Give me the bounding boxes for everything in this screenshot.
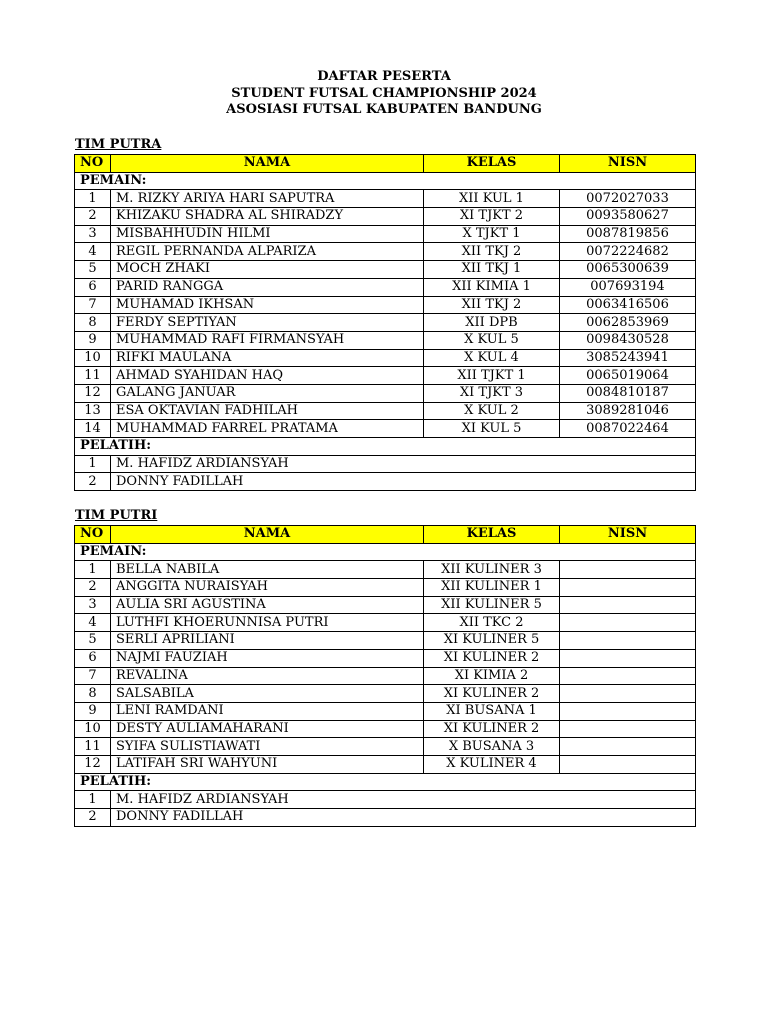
coach-no: 2 xyxy=(75,473,111,491)
player-row xyxy=(75,384,696,402)
player-no: 4 xyxy=(75,614,111,632)
coach-no: 2 xyxy=(75,809,111,827)
player-no: 2 xyxy=(75,579,111,597)
player-name: DESTY AULIAMAHARANI xyxy=(111,720,424,738)
pemain-label: PEMAIN: xyxy=(75,172,696,190)
player-name: LUTHFI KHOERUNNISA PUTRI xyxy=(111,614,424,632)
player-name: SYIFA SULISTIAWATI xyxy=(111,738,424,756)
player-kelas: X KUL 2 xyxy=(424,402,560,420)
player-kelas: XI KULINER 2 xyxy=(424,720,560,738)
player-nisn: 3089281046 xyxy=(560,402,696,420)
player-nisn xyxy=(560,667,696,685)
player-name: PARID RANGGA xyxy=(111,278,424,296)
player-name: MISBAHHUDIN HILMI xyxy=(111,225,424,243)
pemain-label: PEMAIN: xyxy=(75,543,696,561)
player-no: 7 xyxy=(75,667,111,685)
player-kelas: XII TKJ 1 xyxy=(424,261,560,279)
coach-name: DONNY FADILLAH xyxy=(111,473,696,491)
player-name: NAJMI FAUZIAH xyxy=(111,649,424,667)
player-name: FERDY SEPTIYAN xyxy=(111,314,424,332)
player-nisn: 0098430528 xyxy=(560,331,696,349)
player-kelas: XII TKC 2 xyxy=(424,614,560,632)
player-name: ANGGITA NURAISYAH xyxy=(111,579,424,597)
player-nisn xyxy=(560,702,696,720)
player-name: SERLI APRILIANI xyxy=(111,632,424,650)
player-no: 2 xyxy=(75,208,111,226)
header-kelas: KELAS xyxy=(424,155,560,173)
player-row xyxy=(75,225,696,243)
player-row xyxy=(75,243,696,261)
player-name: LATIFAH SRI WAHYUNI xyxy=(111,755,424,773)
player-kelas: X TJKT 1 xyxy=(424,225,560,243)
player-no: 1 xyxy=(75,190,111,208)
player-row xyxy=(75,349,696,367)
player-no: 1 xyxy=(75,561,111,579)
player-no: 12 xyxy=(75,384,111,402)
player-kelas: XI KULINER 5 xyxy=(424,632,560,650)
player-kelas: XII TJKT 1 xyxy=(424,367,560,385)
player-name: BELLA NABILA xyxy=(111,561,424,579)
header-nama: NAMA xyxy=(111,155,424,173)
player-kelas: XII KULINER 5 xyxy=(424,596,560,614)
player-name: MOCH ZHAKI xyxy=(111,261,424,279)
player-name: REGIL PERNANDA ALPARIZA xyxy=(111,243,424,261)
player-row xyxy=(75,614,696,632)
player-name: MUHAMMAD RAFI FIRMANSYAH xyxy=(111,331,424,349)
player-name: M. RIZKY ARIYA HARI SAPUTRA xyxy=(111,190,424,208)
player-name: MUHAMMAD FARREL PRATAMA xyxy=(111,420,424,438)
player-row xyxy=(75,261,696,279)
player-kelas: XI KULINER 2 xyxy=(424,685,560,703)
player-no: 4 xyxy=(75,243,111,261)
player-kelas: XII TKJ 2 xyxy=(424,296,560,314)
player-row xyxy=(75,596,696,614)
player-row xyxy=(75,720,696,738)
player-kelas: X KUL 4 xyxy=(424,349,560,367)
player-kelas: XII KULINER 3 xyxy=(424,561,560,579)
pemain-group-row xyxy=(75,172,696,190)
player-row xyxy=(75,367,696,385)
player-kelas: XI KUL 5 xyxy=(424,420,560,438)
player-row xyxy=(75,314,696,332)
player-name: AHMAD SYAHIDAN HAQ xyxy=(111,367,424,385)
title-line-1: DAFTAR PESERTA xyxy=(317,69,451,84)
player-name: AULIA SRI AGUSTINA xyxy=(111,596,424,614)
player-kelas: XII KUL 1 xyxy=(424,190,560,208)
coach-name: M. HAFIDZ ARDIANSYAH xyxy=(111,791,696,809)
document-title xyxy=(0,69,768,119)
coach-no: 1 xyxy=(75,455,111,473)
coach-row xyxy=(75,455,696,473)
player-row xyxy=(75,208,696,226)
player-no: 7 xyxy=(75,296,111,314)
player-kelas: XI TJKT 3 xyxy=(424,384,560,402)
player-name: SALSABILA xyxy=(111,685,424,703)
player-kelas: X BUSANA 3 xyxy=(424,738,560,756)
player-no: 5 xyxy=(75,632,111,650)
player-name: KHIZAKU SHADRA AL SHIRADZY xyxy=(111,208,424,226)
player-nisn: 0063416506 xyxy=(560,296,696,314)
player-kelas: XII KULINER 1 xyxy=(424,579,560,597)
player-nisn xyxy=(560,755,696,773)
player-row xyxy=(75,685,696,703)
player-kelas: XII DPB xyxy=(424,314,560,332)
player-row xyxy=(75,667,696,685)
player-nisn: 3085243941 xyxy=(560,349,696,367)
pelatih-group-row xyxy=(75,438,696,456)
player-row xyxy=(75,296,696,314)
player-kelas: X KULINER 4 xyxy=(424,755,560,773)
player-row xyxy=(75,190,696,208)
player-nisn xyxy=(560,738,696,756)
player-no: 8 xyxy=(75,314,111,332)
player-name: MUHAMAD IKHSAN xyxy=(111,296,424,314)
player-no: 9 xyxy=(75,331,111,349)
player-no: 10 xyxy=(75,349,111,367)
header-row xyxy=(75,155,696,173)
player-no: 10 xyxy=(75,720,111,738)
header-kelas: KELAS xyxy=(424,526,560,544)
player-nisn xyxy=(560,614,696,632)
player-name: REVALINA xyxy=(111,667,424,685)
player-row xyxy=(75,755,696,773)
player-no: 3 xyxy=(75,225,111,243)
player-no: 12 xyxy=(75,755,111,773)
roster-table-putra xyxy=(74,154,696,491)
coach-row xyxy=(75,473,696,491)
player-nisn: 0087022464 xyxy=(560,420,696,438)
player-nisn: 0087819856 xyxy=(560,225,696,243)
header-no: NO xyxy=(75,155,111,173)
player-no: 11 xyxy=(75,367,111,385)
player-row xyxy=(75,402,696,420)
player-nisn: 0065019064 xyxy=(560,367,696,385)
header-no: NO xyxy=(75,526,111,544)
player-kelas: XI KIMIA 2 xyxy=(424,667,560,685)
player-row xyxy=(75,420,696,438)
header-nisn: NISN xyxy=(560,526,696,544)
pemain-group-row xyxy=(75,543,696,561)
player-nisn: 0072224682 xyxy=(560,243,696,261)
pelatih-label: PELATIH: xyxy=(75,438,696,456)
player-nisn: 0093580627 xyxy=(560,208,696,226)
player-no: 6 xyxy=(75,278,111,296)
coach-no: 1 xyxy=(75,791,111,809)
team-label-putri: TIM PUTRI xyxy=(75,508,158,523)
player-row xyxy=(75,561,696,579)
coach-row xyxy=(75,809,696,827)
player-name: RIFKI MAULANA xyxy=(111,349,424,367)
player-row xyxy=(75,649,696,667)
player-kelas: XI KULINER 2 xyxy=(424,649,560,667)
player-kelas: XII KIMIA 1 xyxy=(424,278,560,296)
player-kelas: X KUL 5 xyxy=(424,331,560,349)
team-label-putra: TIM PUTRA xyxy=(75,137,162,152)
player-row xyxy=(75,632,696,650)
player-kelas: XII TKJ 2 xyxy=(424,243,560,261)
header-row xyxy=(75,526,696,544)
header-nama: NAMA xyxy=(111,526,424,544)
player-nisn xyxy=(560,720,696,738)
player-row xyxy=(75,331,696,349)
player-no: 5 xyxy=(75,261,111,279)
player-nisn xyxy=(560,649,696,667)
pelatih-group-row xyxy=(75,773,696,791)
player-nisn: 007693194 xyxy=(560,278,696,296)
player-nisn xyxy=(560,596,696,614)
player-no: 9 xyxy=(75,702,111,720)
coach-name: M. HAFIDZ ARDIANSYAH xyxy=(111,455,696,473)
player-no: 6 xyxy=(75,649,111,667)
player-name: GALANG JANUAR xyxy=(111,384,424,402)
player-nisn: 0084810187 xyxy=(560,384,696,402)
player-no: 8 xyxy=(75,685,111,703)
player-nisn xyxy=(560,632,696,650)
player-name: ESA OKTAVIAN FADHILAH xyxy=(111,402,424,420)
player-row xyxy=(75,278,696,296)
coach-name: DONNY FADILLAH xyxy=(111,809,696,827)
coach-row xyxy=(75,791,696,809)
roster-table-putri xyxy=(74,525,696,827)
pelatih-label: PELATIH: xyxy=(75,773,696,791)
player-nisn xyxy=(560,561,696,579)
header-nisn: NISN xyxy=(560,155,696,173)
player-name: LENI RAMDANI xyxy=(111,702,424,720)
player-nisn xyxy=(560,685,696,703)
player-row xyxy=(75,738,696,756)
title-line-2: STUDENT FUTSAL CHAMPIONSHIP 2024 xyxy=(231,85,537,101)
player-row xyxy=(75,702,696,720)
player-row xyxy=(75,579,696,597)
player-nisn xyxy=(560,579,696,597)
player-kelas: XI BUSANA 1 xyxy=(424,702,560,720)
player-nisn: 0062853969 xyxy=(560,314,696,332)
player-nisn: 0065300639 xyxy=(560,261,696,279)
player-no: 3 xyxy=(75,596,111,614)
player-nisn: 0072027033 xyxy=(560,190,696,208)
player-no: 14 xyxy=(75,420,111,438)
player-no: 11 xyxy=(75,738,111,756)
player-no: 13 xyxy=(75,402,111,420)
player-kelas: XI TJKT 2 xyxy=(424,208,560,226)
title-line-3: ASOSIASI FUTSAL KABUPATEN BANDUNG xyxy=(226,102,542,117)
